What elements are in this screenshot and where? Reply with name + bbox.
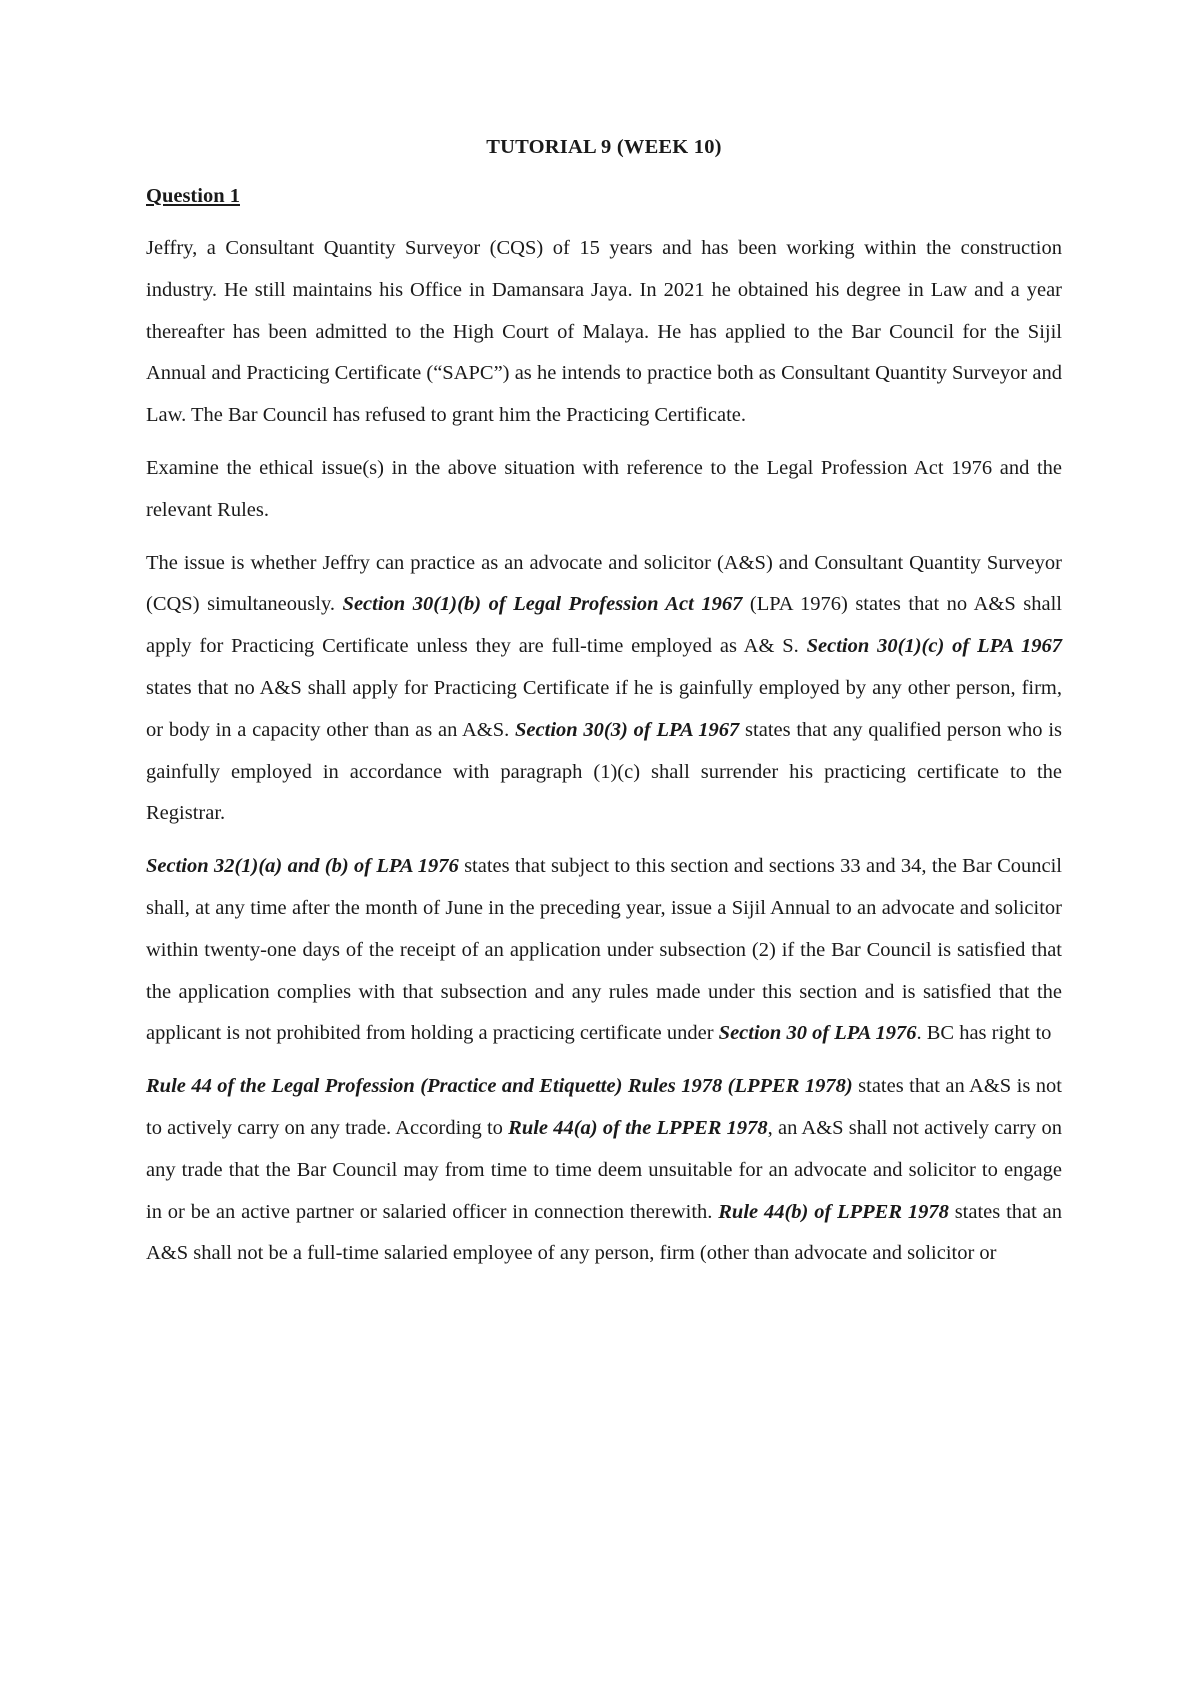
paragraph-text: , an A&S shall not actively carry on any trade that the Bar Council may from time to time deem unsuitable for an advocate and solicitor to engage in or be an active partner or salaried officer in connection therewith. — [146, 1116, 1062, 1223]
paragraph-text: states that an A&S is not to actively carry on any trade. According to — [146, 1075, 1062, 1139]
paragraph-text: (LPA 1976) states that no A&S shall apply for Practicing Certificate unless they are full-time employed as A& S. — [146, 593, 1063, 658]
issue-paragraph — [146, 543, 1062, 836]
rule-reference: Rule 44(a) of the LPPER 1978 — [508, 1116, 768, 1139]
statute-reference: Section 32(1)(a) and (b) of LPA 1976 — [146, 855, 459, 878]
statute-reference: Section 30(1)(b) of Legal Profession Act 1967 — [342, 593, 743, 616]
paragraph-text: states that any qualified person who is gainfully employed in accordance with paragraph (1)(c) shall surrender his practicing certificate to the Registrar. — [146, 718, 1062, 825]
paragraph-text: states that an A&S shall not be a full-time salaried employee of any person, firm (other than advocate and solicitor or — [146, 1200, 1063, 1265]
scenario-paragraph: Jeffry, a Consultant Quantity Surveyor (CQS) of 15 years and has been working within the construction industry. He still maintains his Office in Damansara Jaya. In 2021 he obtained his degree in Law and a year thereafter has been admitted to the High Court of Malaya. He has applied to the Bar Council for the Sijil Annual and Practicing Certificate (“SAPC”) as he intends to practice both as Consultant Quantity Surveyor and Law. The Bar Council has refused to grant him the Practicing Certificate. — [146, 237, 1062, 427]
rule-reference: Rule 44(b) of LPPER 1978 — [718, 1200, 949, 1223]
document-page — [146, 136, 1062, 1286]
paragraph-text: . BC has right to — [916, 1022, 1052, 1045]
statute-reference: Section 30(1)(c) of LPA 1967 — [806, 635, 1062, 658]
rule-44-paragraph — [146, 1066, 1062, 1275]
paragraph-text: The issue is whether Jeffry can practice as an advocate and solicitor (A&S) and Consultant Quantity Surveyor (CQS) simultaneously. — [146, 551, 1062, 616]
section-32-paragraph — [146, 846, 1062, 1055]
rule-reference: Rule 44 of the Legal Profession (Practice and Etiquette) Rules 1978 (LPPER 1978) — [146, 1075, 853, 1098]
task-paragraph: Examine the ethical issue(s) in the above situation with reference to the Legal Profession Act 1976 and the relevant Rules. — [146, 456, 1062, 521]
statute-reference: Section 30(3) of LPA 1967 — [515, 718, 740, 741]
paragraph-text: states that subject to this section and sections 33 and 34, the Bar Council shall, at any time after the month of June in the preceding year, issue a Sijil Annual to an advocate and solicitor within twenty-one days of the receipt of an application under subsection (2) if the Bar Council is satisfied that the application complies with that subsection and any rules made under this section and is satisfied that the applicant is not prohibited from holding a practicing certificate under — [146, 855, 1063, 1045]
question-heading: Question 1 — [146, 185, 240, 207]
paragraph-text: states that no A&S shall apply for Practicing Certificate if he is gainfully employed by any other person, firm, or body in a capacity other than as an A&S. — [146, 676, 1062, 741]
statute-reference: Section 30 of LPA 1976 — [718, 1022, 917, 1045]
document-title: TUTORIAL 9 (WEEK 10) — [486, 136, 722, 158]
